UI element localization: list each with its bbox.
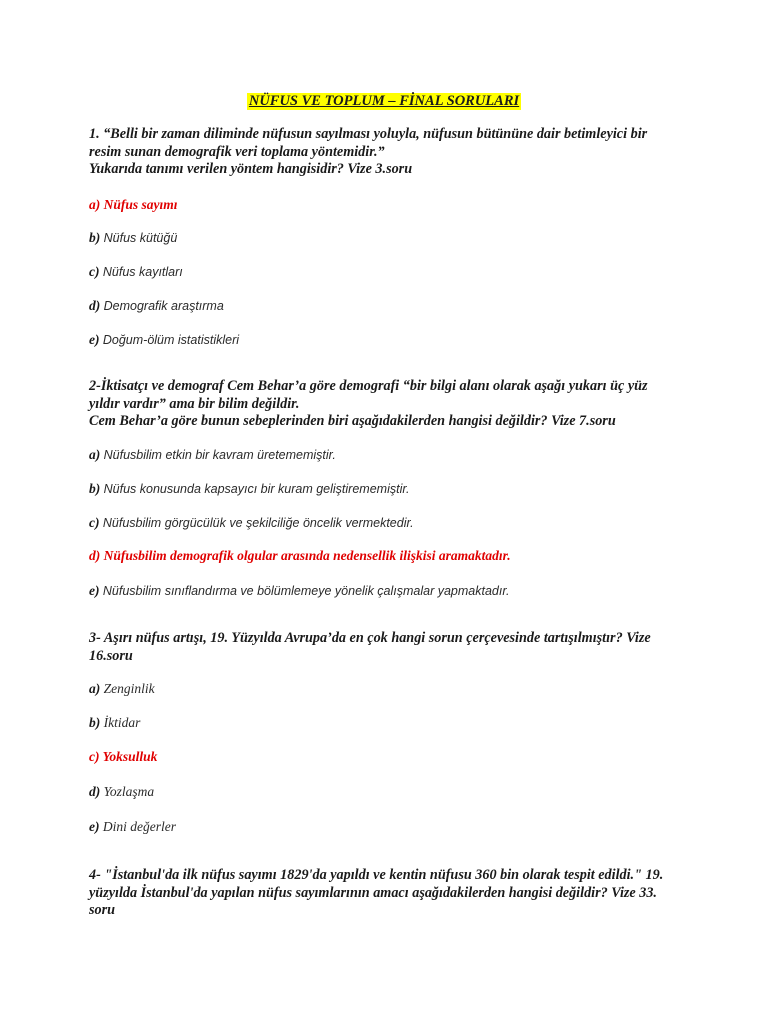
option-text: Nüfus sayımı (103, 197, 178, 212)
option-letter: b) (89, 230, 101, 245)
question-3 (89, 630, 689, 665)
option-text: Nüfusbilim sınıflandırma ve bölümlemeye yönelik çalışmalar yapmaktadır. (102, 584, 510, 598)
option-text: Nüfus kütüğü (103, 231, 178, 245)
question-line: 2-İktisatçı ve demograf Cem Behar’a göre demografi “bir bilgi alanı olarak aşağı yukarı üç yüz (89, 378, 648, 394)
option-2b (89, 481, 709, 497)
option-text: Nüfusbilim etkin bir kavram üretememiştir. (103, 448, 336, 462)
option-letter: e) (89, 819, 100, 834)
option-text: Nüfusbilim görgücülük ve şekilciliğe öncelik vermektedir. (102, 516, 414, 530)
option-2c (89, 515, 709, 531)
option-text: Nüfus kayıtları (102, 265, 183, 279)
option-3d (89, 784, 709, 800)
question-line: resim sunan demografik veri toplama yöntemidir.” (89, 143, 385, 160)
question-line: 1. “Belli bir zaman diliminde nüfusun sayılması yoluyla, nüfusun bütününe dair betimleyici bir (89, 126, 648, 142)
question-1 (89, 126, 689, 179)
option-letter: e) (89, 332, 100, 347)
question-2 (89, 378, 689, 431)
option-text: Zenginlik (103, 681, 155, 696)
option-letter: b) (89, 715, 101, 730)
option-letter: d) (89, 784, 101, 799)
option-1c (89, 264, 709, 280)
document-title: NÜFUS VE TOPLUM – FİNAL SORULARI (248, 93, 520, 109)
question-line: 16.soru (89, 647, 133, 664)
option-letter: d) (89, 298, 101, 313)
question-line: yıldır vardır” ama bir bilim değildir. (89, 395, 300, 412)
option-letter: b) (89, 481, 101, 496)
option-1d (89, 298, 709, 314)
option-3e (89, 819, 709, 835)
option-letter: c) (89, 515, 100, 530)
option-text: Nüfus konusunda kapsayıcı bir kuram geliştirememiştir. (103, 482, 410, 496)
option-1a (89, 197, 709, 213)
option-3c (89, 749, 709, 765)
option-text: Yozlaşma (103, 784, 155, 799)
option-1b (89, 230, 709, 246)
option-2a (89, 447, 709, 463)
option-2d (89, 548, 709, 564)
question-line: 4- "İstanbul'da ilk nüfus sayımı 1829'da yapıldı ve kentin nüfusu 360 bin olarak tespit edildi." 19. (89, 867, 664, 883)
option-letter: c) (89, 264, 100, 279)
question-line: Yukarıda tanımı verilen yöntem hangisidir? Vize 3.soru (89, 161, 413, 177)
question-line: yüzyılda İstanbul'da yapılan nüfus sayımlarının amacı aşağıdakilerden hangisi değildir? Vize 33. (89, 884, 657, 901)
option-3a (89, 681, 709, 697)
title-wrapper (0, 92, 768, 110)
option-letter: e) (89, 583, 100, 598)
option-text: Doğum-ölüm istatistikleri (102, 333, 240, 347)
option-text: Nüfusbilim demografik olgular arasında nedensellik ilişkisi aramaktadır. (103, 548, 511, 563)
option-letter: a) (89, 197, 101, 212)
option-2e (89, 583, 709, 599)
option-text: Demografik araştırma (103, 299, 224, 313)
option-letter: d) (89, 548, 101, 563)
option-3b (89, 715, 709, 731)
option-text: Dini değerler (102, 819, 176, 834)
option-text: Yoksulluk (102, 749, 158, 764)
option-letter: a) (89, 447, 101, 462)
question-line: Cem Behar’a göre bunun sebeplerinden biri aşağıdakilerden hangisi değildir? Vize 7.soru (89, 413, 616, 429)
option-text: İktidar (103, 715, 141, 730)
option-letter: a) (89, 681, 101, 696)
question-4 (89, 867, 689, 920)
question-line: 3- Aşırı nüfus artışı, 19. Yüzyılda Avrupa’da en çok hangi sorun çerçevesinde tartışılmıştır? Vize (89, 630, 651, 646)
option-1e (89, 332, 709, 348)
option-letter: c) (89, 749, 100, 764)
question-line: soru (89, 902, 116, 918)
